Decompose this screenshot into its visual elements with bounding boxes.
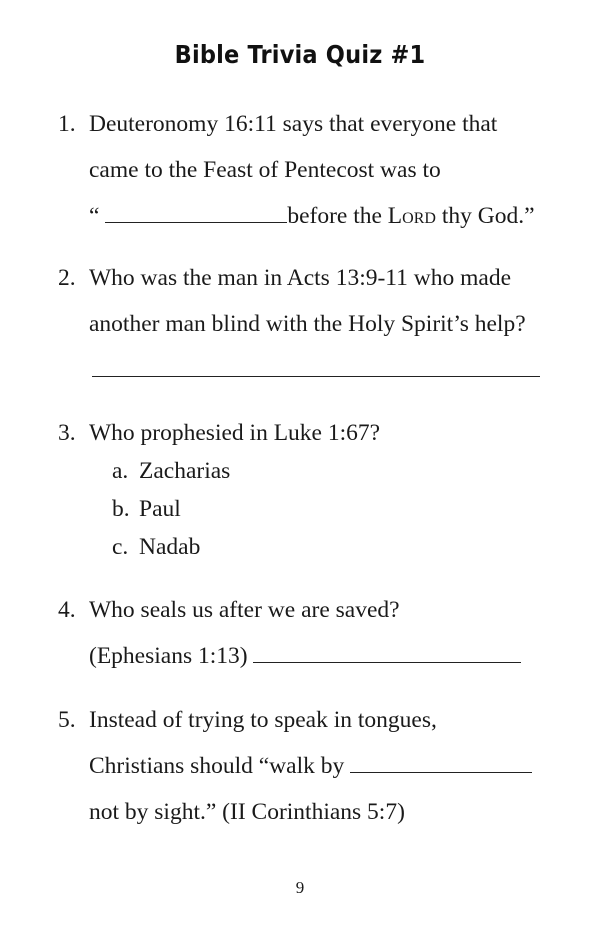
reference-text: (Ephesians 1:13) [89, 643, 248, 669]
question-text: Who was the man in Acts 13:9-11 who made [89, 265, 512, 291]
option-text: Paul [139, 496, 181, 522]
question-number: 3. [58, 420, 76, 446]
end-text: thy God.” [441, 203, 535, 229]
answer-blank[interactable] [350, 752, 532, 773]
page-number: 9 [295, 878, 305, 897]
question-number: 5. [58, 707, 76, 733]
answer-line[interactable] [92, 356, 540, 384]
question-text: another man blind with the Holy Spirit’s help? [89, 311, 526, 337]
question-number: 1. [58, 111, 76, 137]
question-number: 4. [58, 597, 76, 623]
question-text-with-blank [89, 642, 521, 670]
option-text: Zacharias [139, 458, 231, 484]
before-blank-text: Christians should “walk by [89, 753, 345, 779]
question-text-with-blank [89, 202, 535, 230]
question-text: Who prophesied in Luke 1:67? [89, 420, 381, 446]
question-text: Deuteronomy 16:11 says that everyone that [89, 111, 498, 137]
question-text: not by sight.” (II Corinthians 5:7) [89, 799, 405, 825]
after-blank-text: before the [287, 203, 382, 229]
question-text-with-blank [89, 752, 532, 780]
question-text: Instead of trying to speak in tongues, [89, 707, 437, 733]
option-letter: b. [112, 496, 130, 522]
lord-small-caps: Lord [387, 203, 436, 229]
page-title: Bible Trivia Quiz #1 [174, 40, 426, 69]
question-text: came to the Feast of Pentecost was to [89, 157, 441, 183]
option-text: Nadab [139, 534, 201, 560]
answer-blank[interactable] [105, 202, 287, 223]
answer-blank[interactable] [92, 356, 540, 377]
open-quote: “ [89, 203, 100, 229]
question-text: Who seals us after we are saved? [89, 597, 400, 623]
answer-blank[interactable] [253, 642, 521, 663]
option-letter: a. [112, 458, 129, 484]
option-letter: c. [112, 534, 129, 560]
question-number: 2. [58, 265, 76, 291]
